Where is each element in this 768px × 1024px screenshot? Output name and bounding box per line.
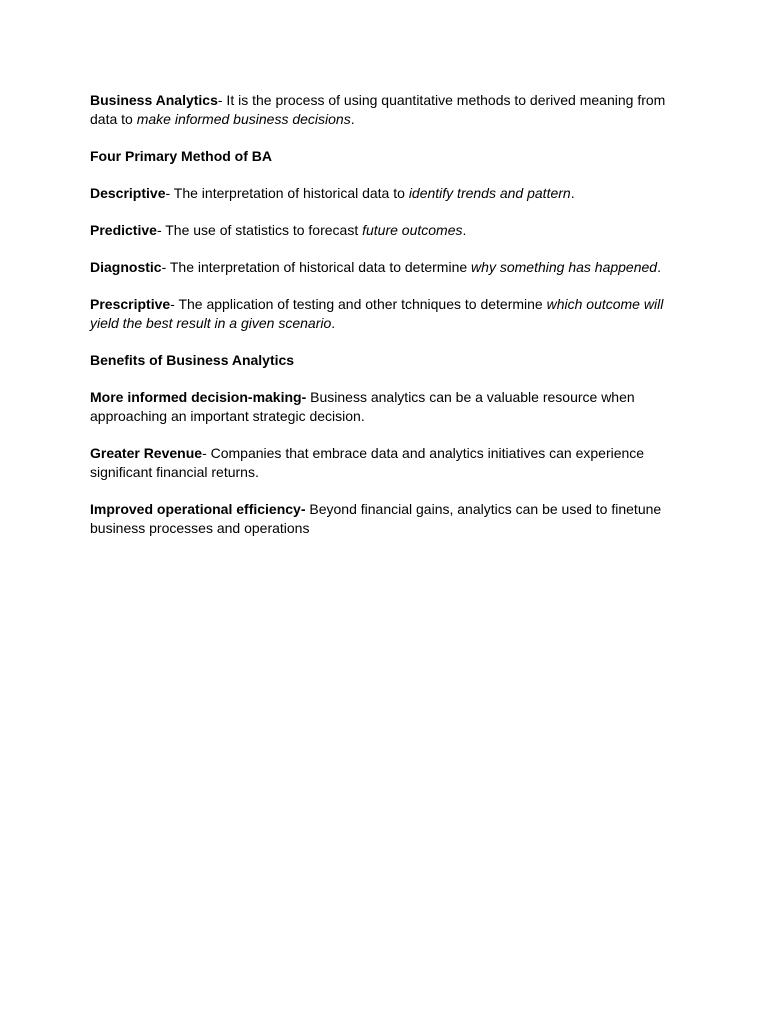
benefit-revenue bbox=[90, 444, 680, 482]
intro-term: Business Analytics bbox=[90, 92, 218, 108]
benefit-term: Improved operational efficiency- bbox=[90, 501, 306, 517]
benefit-text: Business analytics can be a valuable resource when approaching an important strategic decision. bbox=[90, 389, 635, 424]
method-text: - The use of statistics to forecast bbox=[156, 222, 363, 238]
method-tail: . bbox=[331, 315, 336, 331]
method-term: Predictive bbox=[90, 222, 157, 238]
method-text: - The application of testing and other tchniques to determine bbox=[170, 296, 547, 312]
method-term: Descriptive bbox=[90, 185, 166, 201]
method-tail: . bbox=[570, 185, 575, 201]
method-descriptive bbox=[90, 184, 680, 203]
method-diagnostic bbox=[90, 258, 680, 277]
intro-tail: . bbox=[350, 111, 355, 127]
benefit-text: Beyond financial gains, analytics can be used to finetune business processes and operations bbox=[90, 501, 662, 536]
benefit-efficiency bbox=[90, 500, 680, 538]
method-predictive bbox=[90, 221, 680, 240]
method-emphasis: why something has happened bbox=[471, 259, 658, 275]
method-emphasis: identify trends and pattern bbox=[408, 185, 571, 201]
intro-text: - It is the process of using quantitative methods to derived meaning from data to bbox=[90, 92, 666, 127]
method-term: Diagnostic bbox=[90, 259, 162, 275]
benefits-heading: Benefits of Business Analytics bbox=[90, 352, 295, 368]
intro-emphasis: make informed business decisions bbox=[136, 111, 351, 127]
method-text: - The interpretation of historical data to determine bbox=[161, 259, 472, 275]
method-emphasis: future outcomes bbox=[362, 222, 463, 238]
benefit-decision-making bbox=[90, 388, 680, 426]
method-text: - The interpretation of historical data to bbox=[165, 185, 409, 201]
method-tail: . bbox=[657, 259, 661, 275]
method-prescriptive bbox=[90, 295, 680, 333]
method-emphasis: which outcome will yield the best result in a given scenario bbox=[90, 296, 664, 331]
benefit-text: - Companies that embrace data and analytics initiatives can experience significant financial returns. bbox=[90, 445, 645, 480]
method-tail: . bbox=[462, 222, 467, 238]
method-term: Prescriptive bbox=[90, 296, 171, 312]
methods-heading: Four Primary Method of BA bbox=[90, 148, 273, 164]
intro-paragraph bbox=[90, 91, 680, 129]
document-body bbox=[90, 91, 680, 556]
benefit-term: More informed decision-making- bbox=[90, 389, 307, 405]
benefit-term: Greater Revenue bbox=[90, 445, 203, 461]
